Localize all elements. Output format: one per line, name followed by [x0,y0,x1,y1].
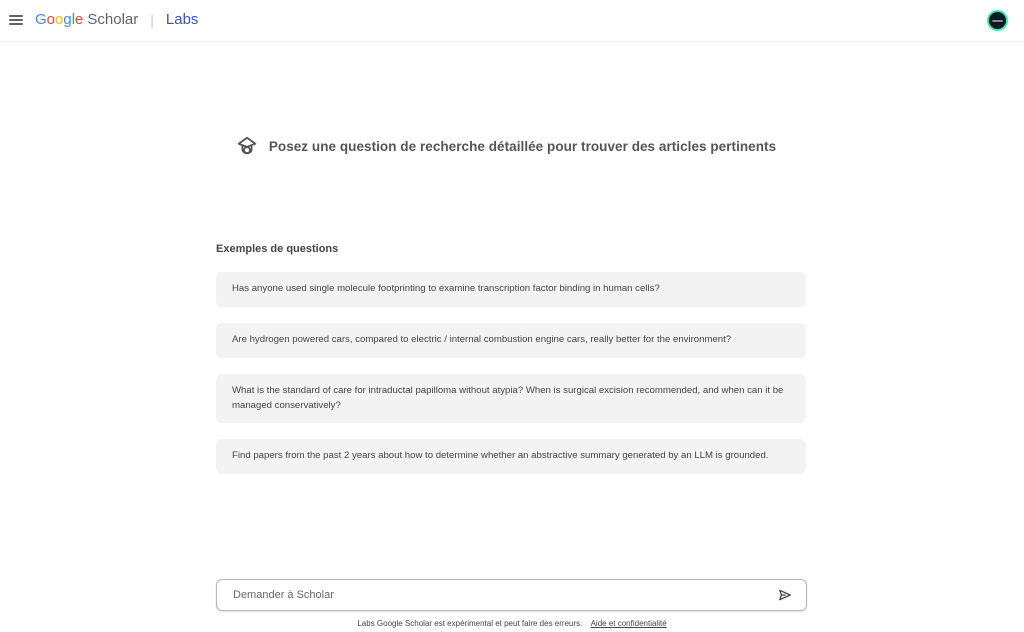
scholar-wordmark: Scholar [87,11,139,28]
google-wordmark-letter: e [75,11,84,28]
avatar-logo-icon [992,20,1003,22]
google-wordmark-letter: o [46,11,56,28]
hero-prompt [0,132,1024,160]
example-question-text: Are hydrogen powered cars, compared to electric / internal combustion engine cars, really better for the environment? [232,334,732,346]
top-bar [0,0,1024,42]
google-wordmark-letter: G [35,11,47,28]
google-scholar-labs-logo[interactable] [35,11,198,29]
example-question-text: What is the standard of care for intraductal papilloma without atypia? When is surgical excision recommended, and when can it be managed conservatively? [232,385,784,411]
logo-separator: | [150,12,154,28]
example-question-card[interactable] [216,439,806,474]
ask-scholar-box [216,579,807,611]
hamburger-menu-icon[interactable] [9,13,23,27]
google-wordmark [35,11,83,29]
footer [0,619,1024,628]
disclaimer-text: Labs Google Scholar est expérimental et peut faire des erreurs. [357,619,583,628]
example-question-card[interactable] [216,272,806,307]
example-question-card[interactable] [216,323,806,358]
ask-scholar-input[interactable] [233,580,773,610]
google-wordmark-letter: l [71,11,76,28]
account-avatar[interactable] [987,10,1008,31]
google-wordmark-letter: o [55,11,64,28]
labs-label: Labs [165,11,199,28]
help-privacy-link[interactable]: Aide et confidentialité [590,619,667,628]
example-question-text: Find papers from the past 2 years about how to determine whether an abstractive summary generated by an LLM is grounded. [232,450,769,462]
examples-heading: Exemples de questions [216,243,339,255]
hero-title: Posez une question de recherche détaillée pour trouver des articles pertinents [268,138,777,154]
example-question-text: Has anyone used single molecule footprinting to examine transcription factor binding in human cells? [232,283,660,295]
scholar-cap-icon [236,135,258,157]
google-wordmark-letter: g [63,11,72,28]
example-question-card[interactable] [216,374,806,423]
example-questions [216,242,806,462]
send-icon[interactable] [778,588,792,602]
